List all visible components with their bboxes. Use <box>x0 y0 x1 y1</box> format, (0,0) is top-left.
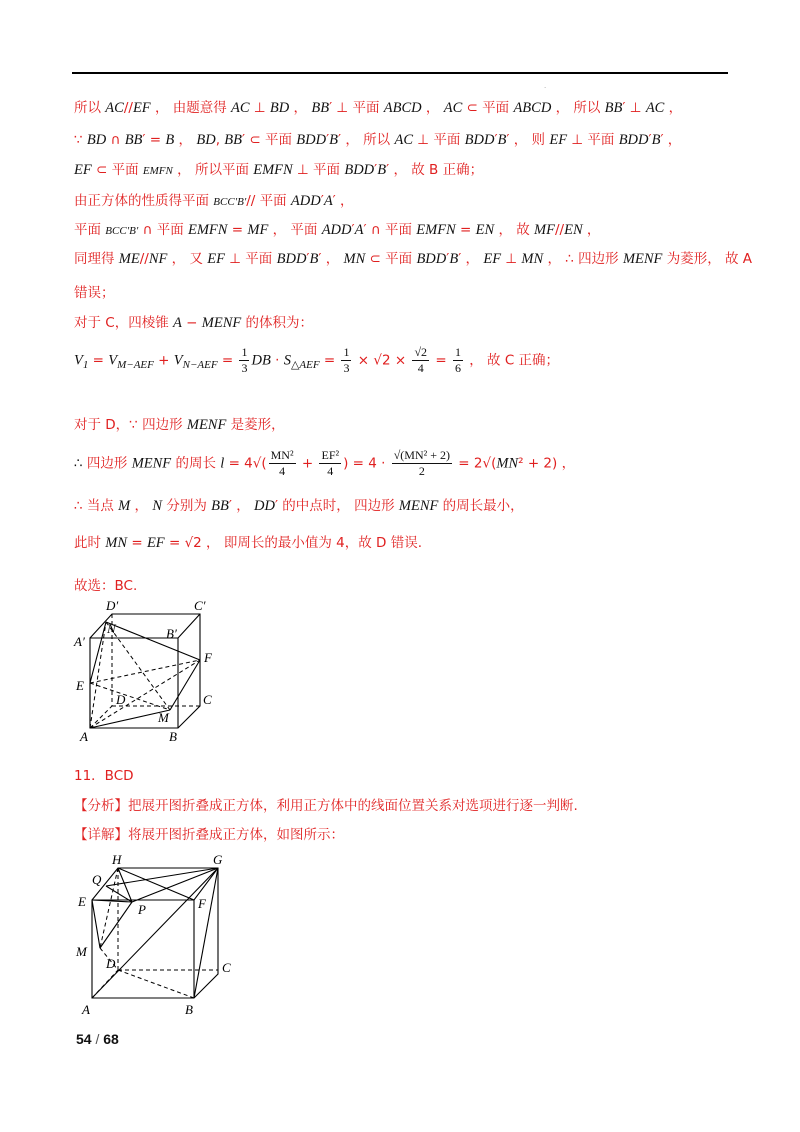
label-M: M <box>76 944 87 959</box>
solution-line-5: 平面 BCC′B′ ∩ 平面 EMFN = MF ， 平面 ADD′A′ ∩ 平面 EMFN = EN ， 故 MF//EN ， <box>74 222 601 238</box>
label-A-prime: A′ <box>74 634 85 649</box>
solution-line-10: 对于 D，∵ 四边形 MENF 是菱形， <box>74 417 285 433</box>
solution-line-7: 错误； <box>74 285 115 301</box>
cube-figure-1 <box>70 598 230 746</box>
solution-line-9: $V_1 = V_{M-AEF} + V_{N-AEF}$ = $\frac{1}{3}$ DB · $S_{\triangle AEF}$ = $\frac{1}{3}$ × √2 × $\frac{√2}{4}$ = $\frac{1}{6}$ ， 故 C 正确； <box>74 345 560 375</box>
cube-figure-2 <box>70 848 240 1018</box>
header-mark: · <box>544 84 547 92</box>
label-D: D <box>106 956 116 971</box>
analysis-line: 【分析】把展开图折叠成正方体，利用正方体中的线面位置关系对选项进行逐一判断. <box>74 798 578 814</box>
label-N: N <box>107 621 116 636</box>
page-total: 68 <box>103 1031 119 1047</box>
label-M: M <box>158 710 169 725</box>
solution-line-13: 此时 MN = EF = √2 ， 即周长的最小值为 4，故 D 错误. <box>74 535 422 551</box>
page-current: 54 <box>76 1031 92 1047</box>
label-F: F <box>204 650 212 665</box>
solution-line-6: 同理得 ME//NF ， 又 EF ⊥ 平面 BDD′B′ ， MN ⊂ 平面 BDD′B′ ， EF ⊥ MN ， ∴ 四边形 MENF 为菱形， 故 A <box>74 251 753 267</box>
page-number <box>76 1031 119 1047</box>
label-A: A <box>82 1002 90 1017</box>
label-H: H <box>112 852 122 867</box>
label-B: B <box>185 1002 193 1017</box>
label-E: E <box>76 678 84 693</box>
label-A: A <box>80 729 88 744</box>
label-B: B <box>169 729 177 744</box>
label-C-prime: C′ <box>194 598 206 613</box>
label-D-prime: D′ <box>106 598 119 613</box>
label-C: C <box>222 960 231 975</box>
solution-line-1: 所以 AC//EF ， 由题意得 AC ⊥ BD ， BB′ ⊥ 平面 ABCD ， AC ⊂ 平面 ABCD ， 所以 BB′ ⊥ AC ， <box>74 100 683 116</box>
solution-line-4: 由正方体的性质得平面 BCC′B′// 平面 ADD′A′ ， <box>74 193 354 209</box>
label-Q: Q <box>92 872 102 887</box>
answer-line: 故选：BC. <box>74 578 138 594</box>
solution-line-12: ∴ 当点 M ， N 分别为 BB′ ， DD′ 的中点时， 四边形 MENF 的周长最小， <box>74 498 524 514</box>
label-E: E <box>78 894 86 909</box>
label-F: F <box>198 896 206 911</box>
page-separator: / <box>95 1031 100 1047</box>
solution-line-11: ∴ 四边形 MENF 的周长 l = 4√( $\frac{\text{MN²}}{4}$ + $\frac{\text{EF²}}{4}$ ) = 4 · $\frac{\text{√(MN² + 2)}}{2}$ = 2√(MN² + 2) ， <box>74 448 576 478</box>
label-D: D <box>116 692 126 707</box>
label-C: C <box>203 692 212 707</box>
label-P: P <box>138 902 146 917</box>
label-B-prime: B′ <box>166 626 177 641</box>
solution-line-8: 对于 C，四棱锥 A − MENF 的体积为： <box>74 315 314 331</box>
label-G: G <box>213 852 223 867</box>
header-rule <box>72 72 728 74</box>
question-number: 11．BCD <box>74 768 134 784</box>
solution-line-2: ∵ BD ∩ BB′ = B ， BD, BB′ ⊂ 平面 BDD′B′ ， 所以 AC ⊥ 平面 BDD′B′ ， 则 EF ⊥ 平面 BDD′B′ ， <box>74 132 682 148</box>
detail-line: 【详解】将展开图折叠成正方体，如图所示： <box>74 827 344 843</box>
solution-line-3: EF ⊂ 平面 EMFN ， 所以平面 EMFN ⊥ 平面 BDD′B′ ， 故 B 正确； <box>74 162 484 178</box>
